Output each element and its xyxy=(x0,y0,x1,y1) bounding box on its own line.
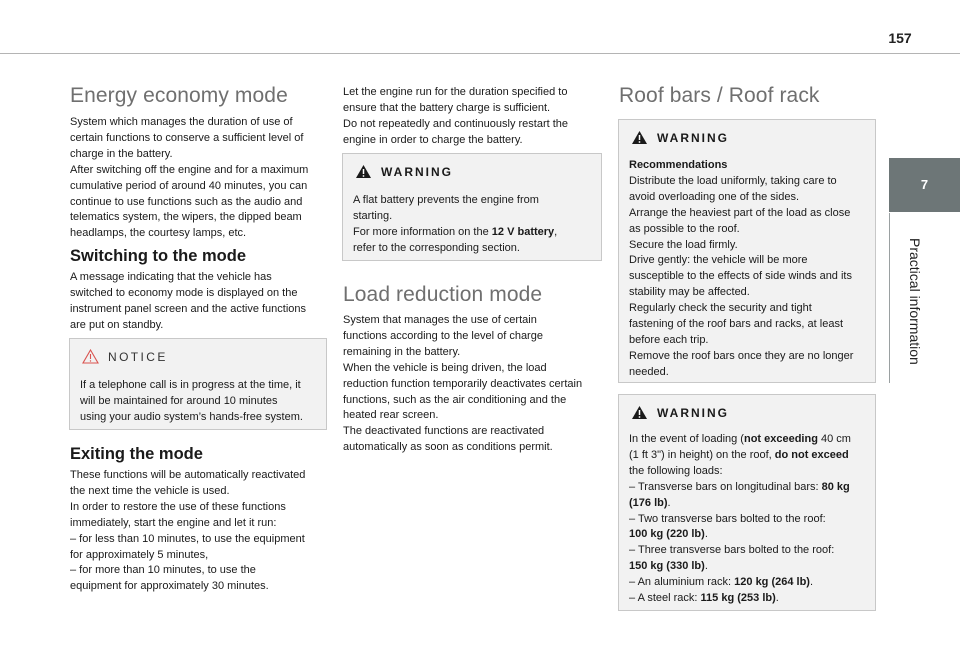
switching-text: A message indicating that the vehicle has switched to economy mode is displayed on the instrument panel screen and the active functions are put on standby. xyxy=(70,271,307,331)
section-title-energy: Energy economy mode xyxy=(70,84,288,107)
exiting-text: These functions will be automatically reactivated the next time the vehicle is used. In order to restore the use of these functions immediately, start the engine and let it run: – for less than 10 minutes, to use the equipment for approximately 5 minutes, – for more than 10 minutes, to use the equipment for approximately 30 minutes. xyxy=(70,469,306,593)
header-rule xyxy=(0,53,960,54)
warning-label: WARNING xyxy=(657,130,729,145)
warning-label: WARNING xyxy=(381,164,453,179)
warning-box-roof-recommendations xyxy=(618,119,876,383)
warning-box-battery xyxy=(342,153,602,261)
energy-intro: System which manages the duration of use of certain functions to conserve a sufficient level of charge in the battery. After switching off the engine and for a maximum cumulative period of around 40 minutes, you can continue to use functions such as the audio and telematics system, the wipers, the dipped beam headlamps, the courtesy lamps, etc. xyxy=(70,116,309,240)
warning-triangle-icon xyxy=(355,164,372,179)
section-title-roof: Roof bars / Roof rack xyxy=(619,84,820,107)
roof-recommendations-text: Recommendations Distribute the load uniformly, taking care to avoid overloading one of the sides. Arrange the heaviest part of the load as close as possible to the roof. Secure the load firmly. Drive gently: the vehicle will be more susceptible to the effects of side winds and its stability may be affected. Regularly check the security and tight fastening of the roof bars and racks, at least before each trip. Remove the roof bars once they are no longer needed. xyxy=(629,159,854,378)
energy-continued: Let the engine run for the duration specified to ensure that the battery charge is sufficient. Do not repeatedly and continuously restart the engine in order to charge the battery. xyxy=(343,86,569,146)
chapter-tab[interactable]: 7 xyxy=(889,158,960,212)
notice-box xyxy=(69,338,327,430)
page-number: 157 xyxy=(888,30,912,46)
warning-text-battery: A flat battery prevents the engine from starting. For more information on the 12 V battery, refer to the corresponding section. xyxy=(353,194,558,254)
chapter-tab-rule xyxy=(889,213,890,383)
warning-label: WARNING xyxy=(657,405,729,420)
notice-triangle-icon xyxy=(82,349,99,364)
warning-triangle-icon xyxy=(631,405,648,420)
load-text: System that manages the use of certain functions according to the level of charge remaining in the battery. When the vehicle is being driven, the load reduction function temporarily deactivates certain functions, such as the air conditioning and the heated rear screen. The deactivated functions are reactivated automatically as soon as conditions permit. xyxy=(343,314,583,454)
notice-label: NOTICE xyxy=(108,349,168,364)
subtitle-switching: Switching to the mode xyxy=(70,247,246,265)
notice-text: If a telephone call is in progress at the time, it will be maintained for around 10 minutes using your audio system’s hands-free system. xyxy=(80,379,303,423)
warning-box-roof-loads xyxy=(618,394,876,611)
chapter-label: Practical information xyxy=(907,238,923,365)
warning-triangle-icon xyxy=(631,130,648,145)
roof-loads-text: In the event of loading (not exceeding 40 cm (1 ft 3") in height) on the roof, do not exceed the following loads: – Transverse bars on longitudinal bars: 80 kg (176 lb). – Two transverse bars bolted to the roof: 100 kg (220 lb). – Three transverse bars bolted to the roof: 150 kg (330 lb). – An aluminium rack: 120 kg (264 lb). – A steel rack: 115 kg (253 lb). xyxy=(629,433,851,605)
section-title-load: Load reduction mode xyxy=(343,283,543,306)
subtitle-exiting: Exiting the mode xyxy=(70,445,203,463)
